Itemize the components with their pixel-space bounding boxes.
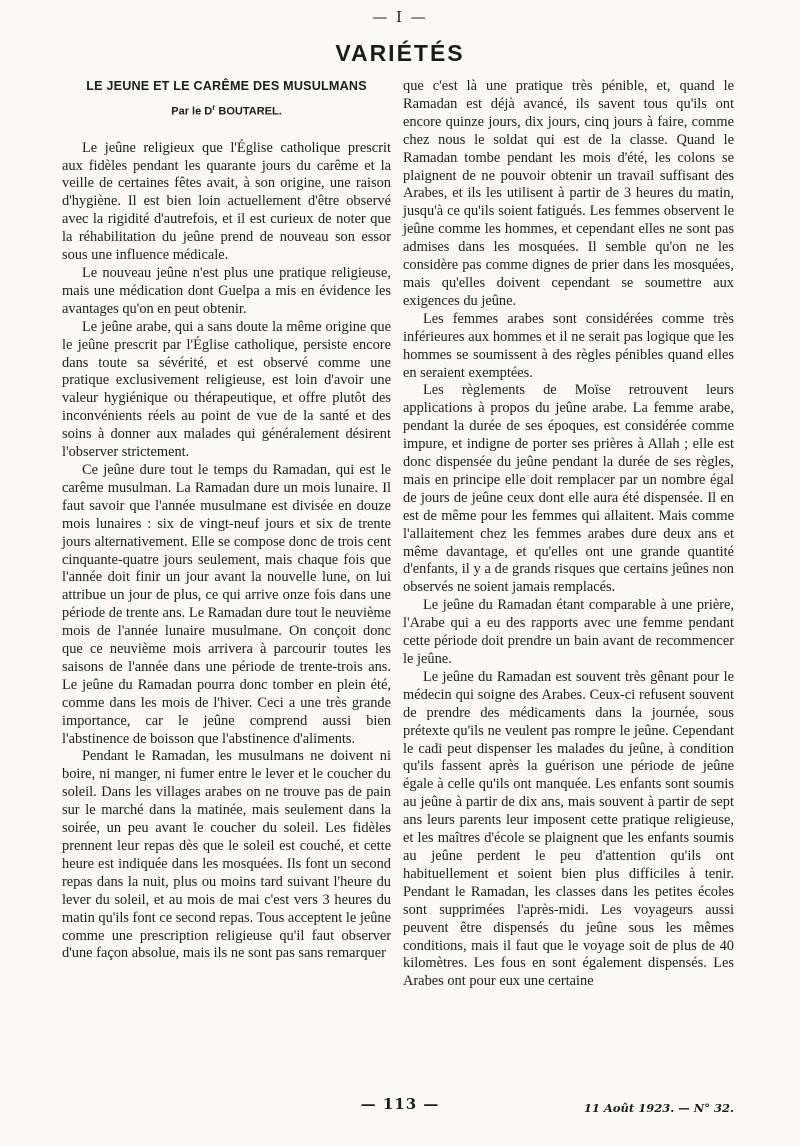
section-title: VARIÉTÉS xyxy=(335,40,465,66)
byline-sup: r xyxy=(212,103,216,112)
paragraph: Les femmes arabes sont considérées comme très inférieures aux hommes et il ne serait pas logique que les hommes se soumissent à des règles pénibles quand elles en seraient exemptées. xyxy=(403,310,734,381)
paragraph: Le jeûne religieux que l'Église catholique prescrit aux fidèles pendant les quarante jours du carême et la veille de certaines fêtes avait, à son origine, une raison d'hygiène. Il est bien loin actuellement d'être observé avec la rigidité d'autrefois, et il est curieux de noter que la réhabilitation du jeûne prend de nouveau son essor sous une influence médicale. xyxy=(62,139,391,264)
left-column xyxy=(62,78,391,963)
paragraph: Les règlements de Moïse retrouvent leurs applications à propos du jeûne arabe. La femme arabe, pendant la durée de ses époques, est considérée comme impure, et indigne de porter ses prières à Allah ; elle est donc dispensée du jeûne pendant la durée de ses règles, mais en principe elle doit remplacer par un nombre égal de jours de jeûne ceux dont elle aura été dispensée. Il en est de même pour les femmes qui allaitent. Mais comme l'allaitement chez les femmes arabes dure deux ans et même davantage, et qu'elles ont une grande quantité d'enfants, il y a de grands risques que certains jeûnes non observés ne soient jamais remplacés. xyxy=(403,382,734,596)
paragraph: Le jeûne du Ramadan étant comparable à une prière, l'Arabe qui a eu des rapports avec une femme pendant cette période doit prendre un bain avant de recommencer le jeûne. xyxy=(403,597,734,667)
paragraph: Le nouveau jeûne n'est plus une pratique religieuse, mais une médication dont Guelpa a mis en évidence les avantages qu'on en peut obtenir. xyxy=(62,265,391,317)
byline-prefix: Par le D xyxy=(171,105,213,118)
paragraph: Pendant le Ramadan, les musulmans ne doivent ni boire, ni manger, ni fumer entre le lever et le coucher du soleil. Dans les villages arabes on ne trouve pas de pain sur le marché dans la matinée, mais seulement dans la soirée, un peu avant le coucher du soleil. Les fidèles prennent leur repas dès que le soleil est couché, et cette heure est indiquée dans les mosquées. Ils font un second repas dans la nuit, plus ou moins tard suivant l'heure du lever du soleil, et au mois de mai c'est vers 3 heures du matin qu'ils font ce second repas. Tous acceptent le jeûne comme une prescription religieuse qu'il faut observer d'une façon absolue, mais ils ne sont pas sans remarquer xyxy=(62,748,391,962)
byline xyxy=(62,101,391,119)
paragraph: Le jeûne arabe, qui a sans doute la même origine que le jeûne prescrit par l'Église catholique, persiste encore dans toute sa sévérité, et est observé comme une pratique exclusivement religieuse, est loin d'avoir une valeur hygiénique ou thérapeutique, et offre plutôt des inconvénients réels au point de vue de la santé et des soins à donner aux malades qui généralement désirent l'observer strictement. xyxy=(62,318,391,461)
right-column xyxy=(403,78,734,991)
paragraph-continuation: que c'est là une pratique très pénible, et, quand le Ramadan est déjà avancé, ils savent tous qu'ils ont encore quinze jours, dix jours, cinq jours à faire, comme chez nous le soldat qui est de la classe. Quand le Ramadan tombe pendant les mois d'été, les colons se plaignent de ne pouvoir obtenir un travail suffisant des Arabes, et ils les utilisent à partir de 3 heures du matin, jusqu'à ce qu'ils soient fatigués. Les femmes observent le jeûne comme les hommes, et cependant elles ne sont pas admises dans les mosquées. Il semble qu'on ne les considère pas comme dignes de prier dans les mosquées, mais qu'elles doivent cependant se soumettre aux exigences du jeûne. xyxy=(403,78,734,309)
page-number: — 113 — xyxy=(360,1095,440,1113)
page-marker: — I — xyxy=(372,8,428,26)
article-title: LE JEUNE ET LE CARÊME DES MUSULMANS xyxy=(86,79,367,93)
paragraph: Le jeûne du Ramadan est souvent très gênant pour le médecin qui soigne des Arabes. Ceux-ci refusent souvent de prendre des médicaments dans la journée, sous prétexte qu'ils ne veulent pas rompre le jeûne. Cependant le cadi peut dispenser les malades du jeûne, à condition qu'ils fassent après la guérison une période de jeûne égale à celle qu'ils ont manquée. Les enfants sont soumis au jeûne à partir de dix ans, mais souvent à partir de sept ans leurs parents leur imposent cette pratique religieuse, et les maîtres d'école se plaignent que les enfants soumis au jeûne perdent le peu d'attention qu'ils ont habituellement et soient bien plus difficiles à tenir. Pendant le Ramadan, les classes dans les petites écoles sont supprimées l'après-midi. Les voyageurs aussi peuvent être dispensés du jeûne sous les mêmes conditions, mais il faut que le voyage soit de plus de 40 kilomètres. Les fous en sont également dispensés. Les Arabes ont pour eux une certaine xyxy=(403,668,734,990)
byline-name: BOUTAREL. xyxy=(215,105,282,118)
issue-date: 11 Août 1923. — N° 32. xyxy=(583,1101,734,1115)
paragraph: Ce jeûne dure tout le temps du Ramadan, qui est le carême musulman. La Ramadan dure un mois lunaire. Il faut savoir que l'année musulmane est divisée en douze mois lunaires : six de vingt-neuf jours et six de trente jours alternativement. Elle se compose donc de trois cent cinquante-quatre jours seulement, mais chaque fois que l'année doit finir un jour avant la nouvelle lune, on lui attribue un jour de plus, ce qui arrive onze fois dans une période de trente ans. Le Ramadan dure tout le neuvième mois de l'année lunaire musulmane. On conçoit donc que ce neuvième mois arrivera à parcourir toutes les saisons de l'année dans une période de trente-trois ans. Le jeûne du Ramadan pourra donc tomber en plein été, comme dans les mois de l'hiver. Ceci a une très grande importance, car le jeûne comprend aussi bien l'abstinence de boisson que l'abstinence d'aliments. xyxy=(62,461,391,747)
